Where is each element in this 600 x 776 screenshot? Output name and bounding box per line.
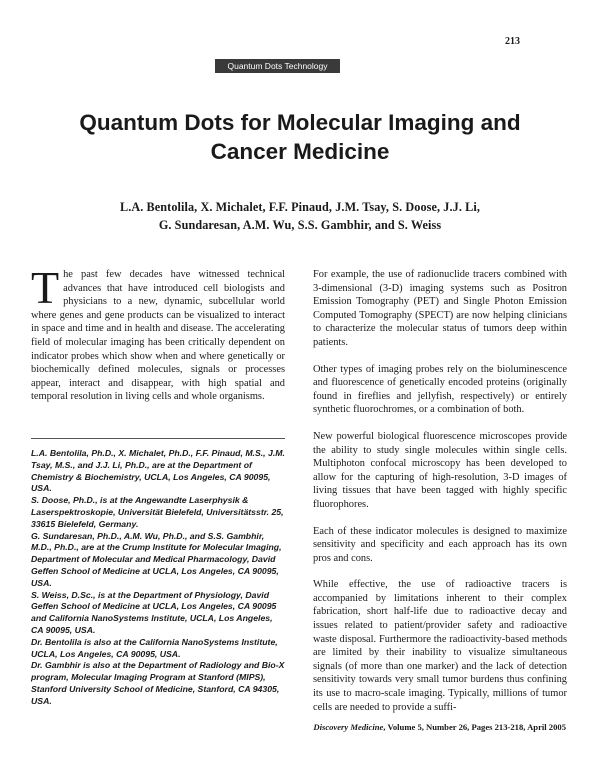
intro-text: he past few decades have witnessed technical advances that have introduced cell biologists and physicians to a new, dynamic, subcellular world where genes and gene products can be visualized to interact in space and time and in health and disease. The accelerating field of molecular imaging has been critically dependent on indicator probes which show when and where genetically or biochemically defined molecules, signals or processes appear, interact and disappear, with high spatial and temporal resolution in living cells and whole organisms. <box>31 269 285 403</box>
affiliation-item: S. Weiss, D.Sc., is at the Department of Physiology, David Geffen School of Medicine at UCLA, Los Angeles, CA 90095 and California NanoSystems Institute, UCLA, Los Angeles, CA 90095, USA. <box>31 589 277 635</box>
citation-details: , Volume 5, Number 26, Pages 213-218, April 2005 <box>383 722 566 732</box>
affiliation-item: G. Sundaresan, Ph.D., A.M. Wu, Ph.D., and S.S. Gambhir, M.D., Ph.D., are at the Crump Institute for Molecular Imaging, Department of Molecular and Medical Pharmacology, David Geffen School of Medicine at UCLA, Los Angeles, CA 90095, USA. <box>31 530 282 588</box>
author-list <box>40 198 560 234</box>
body-paragraph: Other types of imaging probes rely on the bioluminescence and fluorescence of genetically encoded proteins (originally found in fireflies and jellyfish, respectively) or entirely synthetic fluorochromes, or a combination of both. <box>313 363 567 416</box>
body-paragraph: For example, the use of radionuclide tracers combined with 3-dimensional (3-D) imaging systems such as Positron Emission Tomography (PET) and Single Photon Emission Computed Tomography (SPECT) are now helping clinicians to characterize the molecular status of tumors deep within patients. <box>313 269 567 348</box>
section-tag: Quantum Dots Technology <box>215 59 340 73</box>
affiliations <box>31 448 285 708</box>
affiliation-item: Dr. Bentolila is also at the California NanoSystems Institute, UCLA, Los Angeles, CA 90095, USA. <box>31 636 278 659</box>
affiliation-item: L.A. Bentolila, Ph.D., X. Michalet, Ph.D., F.F. Pinaud, M.S., J.M. Tsay, M.S., and J.J. Li, Ph.D., are at the Department of Chemistry & Biochemistry, UCLA, Los Angeles, CA 90095, USA. <box>31 448 285 494</box>
page-number: 213 <box>505 36 520 47</box>
left-column <box>31 262 285 417</box>
intro-paragraph <box>31 262 285 404</box>
affiliation-item: Dr. Gambhir is also at the Department of Radiology and Bio-X program, Molecular Imaging Program at Stanford (MIPS), Stanford University School of Medicine, Stanford, CA 94305, USA. <box>31 660 285 706</box>
body-paragraph: New powerful biological fluorescence microscopes provide the ability to study single molecules within single cells. Multiphoton confocal microscopy has been developed to allow for the capturing of high-resolution, 3-D images of living tissues that have been tagged with highly specific fluorophores. <box>313 430 567 510</box>
authors-line-1: L.A. Bentolila, X. Michalet, F.F. Pinaud, J.M. Tsay, S. Doose, J.J. Li, <box>119 200 480 214</box>
body-paragraph: Each of these indicator molecules is designed to maximize sensitivity and specificity and each approach has its own pros and cons. <box>313 525 567 564</box>
title-line-1: Quantum Dots for Molecular Imaging and <box>79 110 521 135</box>
drop-cap: T <box>31 262 60 313</box>
affiliation-divider <box>31 438 285 439</box>
footer-citation <box>313 722 566 732</box>
article-title <box>30 108 570 166</box>
body-paragraph: While effective, the use of radioactive tracers is accompanied by limitations inherent to their complex fabrication, short half-life due to radioactive decay and issues related to patient/provider safety and radioactive waste disposal. Furthermore the radioactivity-based methods are limited by their inability to visualize simultaneous signals (of more than one marker) and the lack of detection sensitivity towards very small tumor burdens thus confining its use to macro-scale imaging. Typically, millions of tumor cells are needed to provide a suffi- <box>313 579 567 713</box>
affiliation-item: S. Doose, Ph.D., is at the Angewandte Laserphysik & Laserspektroskopie, Universität Bielefeld, Universitätsstr. 25, 33615 Bielefeld, Germany. <box>31 495 284 529</box>
journal-name: Discovery Medicine <box>313 722 384 732</box>
title-line-2: Cancer Medicine <box>210 139 390 164</box>
authors-line-2: G. Sundaresan, A.M. Wu, S.S. Gambhir, and S. Weiss <box>158 218 442 232</box>
right-column <box>313 268 567 727</box>
